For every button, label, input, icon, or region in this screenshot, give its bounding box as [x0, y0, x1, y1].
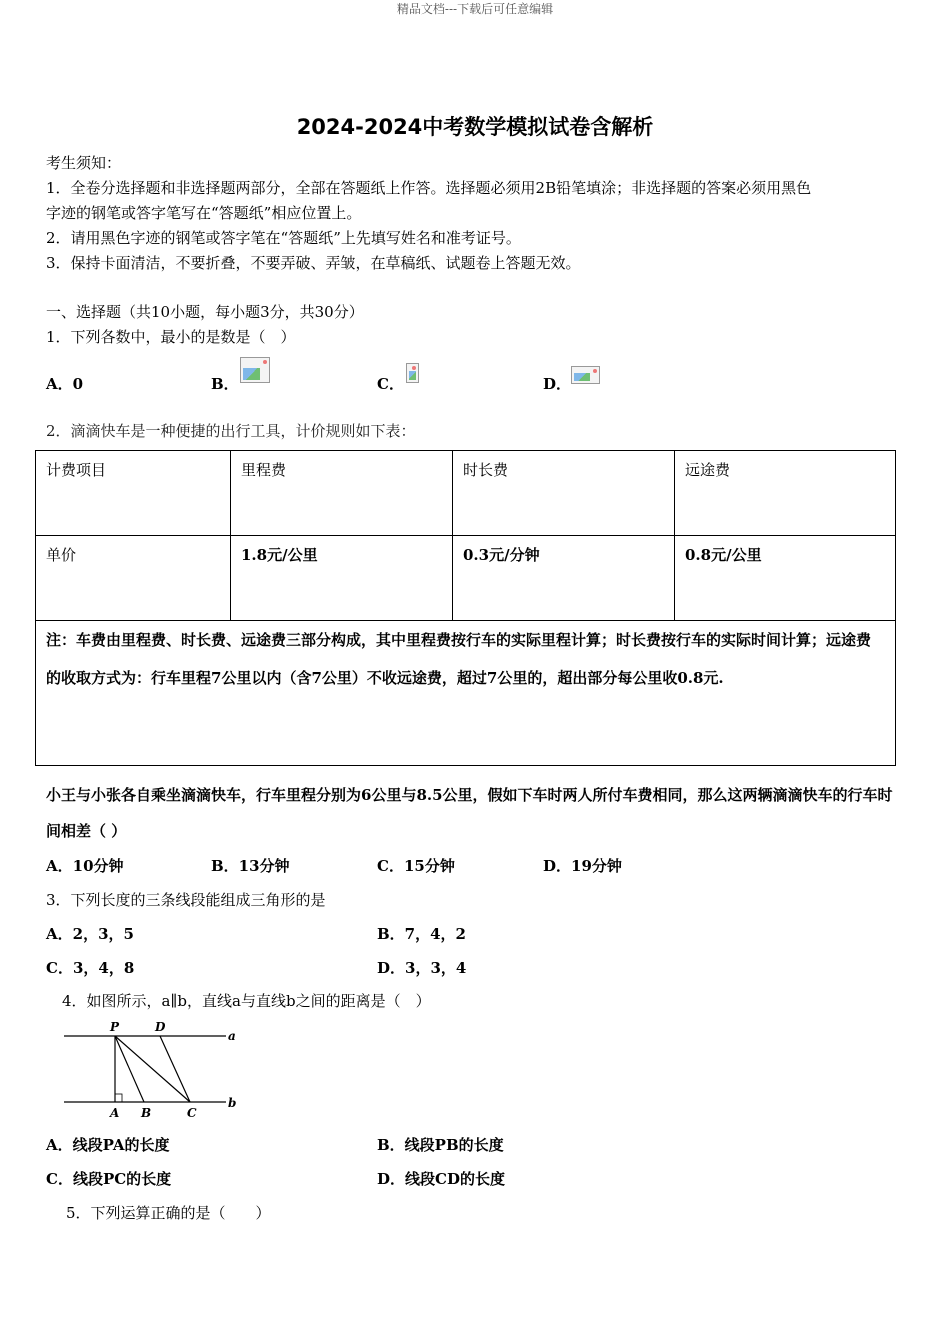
label-c: C	[187, 1106, 197, 1120]
q3-option-c: C．3，4，8	[46, 959, 135, 977]
label-a: A	[110, 1106, 120, 1120]
table-cell: 1.8元/公里	[231, 536, 453, 621]
q1-option-b: B．	[211, 375, 239, 393]
section-heading: 一、选择题（共10小题，每小题3分，共30分）	[46, 303, 364, 321]
q2-stem: 2．滴滴快车是一种便捷的出行工具，计价规则如下表：	[46, 422, 416, 440]
broken-image-icon	[571, 366, 600, 384]
table-cell: 0.3元/分钟	[453, 536, 675, 621]
q2-text: 小王与小张各自乘坐滴滴快车，行车里程分别为6公里与8.5公里，假如下车时两人所付车费相同，那么这两辆滴滴快车的行车时间相差（ ）	[46, 786, 893, 840]
notice-item: 1．全卷分选择题和非选择题两部分，全部在答题纸上作答。选择题必须用2B铅笔填涂；非选择题的答案必须用黑色	[46, 179, 812, 197]
q1-option-c: C．	[377, 375, 404, 393]
q3-option-d: D．3，3，4	[377, 959, 467, 977]
table-note: 注：车费由里程费、时长费、远途费三部分构成，其中里程费按行车的实际里程计算；时长费按行车的实际时间计算；远途费的收取方式为：行车里程7公里以内（含7公里）不收远途费，超过7公里的，超出部分每公里收0.8元.	[36, 621, 896, 766]
broken-image-icon	[406, 363, 419, 383]
label-d: D	[155, 1020, 166, 1034]
notice-heading: 考生须知：	[46, 154, 122, 172]
fare-table	[35, 450, 896, 766]
notice-item: 字迹的钢笔或答字笔写在“答题纸”相应位置上。	[46, 204, 362, 222]
q1-option-a: A．0	[46, 375, 84, 393]
page-title: 2024-2024中考数学模拟试卷含解析	[296, 115, 654, 139]
q1-stem: 1．下列各数中，最小的是数是（ ）	[46, 328, 296, 346]
q4-option-b: B．线段PB的长度	[377, 1136, 504, 1154]
q4-option-c: C．线段PC的长度	[46, 1170, 172, 1188]
table-row	[36, 621, 896, 766]
table-cell: 单价	[36, 536, 231, 621]
q2-option-d: D．19分钟	[543, 857, 622, 875]
notice-item: 2．请用黑色字迹的钢笔或答字笔在“答题纸”上先填写姓名和准考证号。	[46, 229, 521, 247]
table-cell: 0.8元/公里	[675, 536, 896, 621]
q2-option-c: C．15分钟	[377, 857, 455, 875]
q2-option-a: A．10分钟	[46, 857, 124, 875]
table-header-cell: 里程费	[231, 451, 453, 536]
label-a-line: a	[228, 1029, 236, 1043]
q4-option-a: A．线段PA的长度	[46, 1136, 170, 1154]
notice-item: 3．保持卡面清洁，不要折叠，不要弄破、弄皱，在草稿纸、试题卷上答题无效。	[46, 254, 581, 272]
table-row	[36, 451, 896, 536]
q4-option-d: D．线段CD的长度	[377, 1170, 505, 1188]
q3-option-b: B．7，4，2	[377, 925, 466, 943]
table-header-cell: 计费项目	[36, 451, 231, 536]
q3-option-a: A．2，3，5	[46, 925, 134, 943]
page-header: 精品文档---下载后可任意编辑	[396, 2, 554, 16]
label-b: B	[141, 1106, 152, 1120]
parallel-lines-figure	[56, 1018, 246, 1122]
q5-stem: 5．下列运算正确的是（ ）	[66, 1204, 271, 1222]
table-row	[36, 536, 896, 621]
q4-stem: 4．如图所示，a∥b，直线a与直线b之间的距离是（ ）	[62, 992, 431, 1010]
broken-image-icon	[240, 357, 270, 383]
label-p: P	[110, 1020, 120, 1034]
q2-option-b: B．13分钟	[211, 857, 290, 875]
q1-option-d: D．	[543, 375, 572, 393]
table-header-cell: 远途费	[675, 451, 896, 536]
label-b-line: b	[228, 1096, 237, 1110]
q3-stem: 3．下列长度的三条线段能组成三角形的是	[46, 891, 326, 909]
table-header-cell: 时长费	[453, 451, 675, 536]
